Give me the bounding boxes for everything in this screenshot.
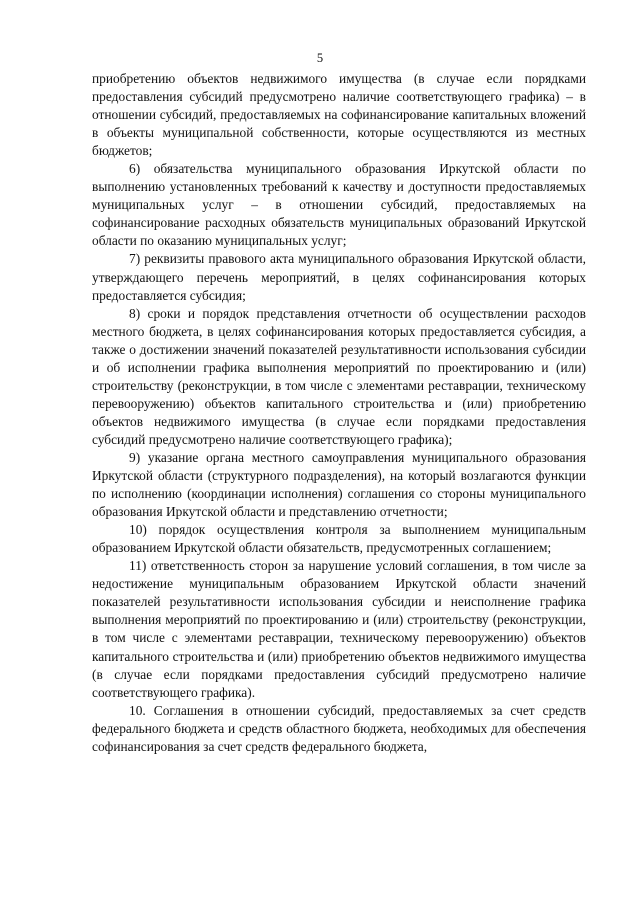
paragraph-continuation: приобретению объектов недвижимого имущества (в случае если порядками предоставления субсидий предусмотрено наличие соответствующего графика) – в отношении субсидий, предоставляемых на софинансирование капитальных вложений в объекты муниципальной собственности, которые осуществляются из местных бюджетов; — [92, 71, 586, 159]
paragraph-item-7: 7) реквизиты правового акта муниципального образования Иркутской области, утверждающего перечень мероприятий, в целях софинансирования которых предоставляется субсидия; — [92, 251, 586, 303]
paragraph-item-8: 8) сроки и порядок представления отчетности об осуществлении расходов местного бюджета, в целях софинансирования которых предоставляется субсидия, а также о достижении значений показателей результативности использования субсидии и об исполнении графика выполнения мероприятий по проектированию и (или) строительству (реконструкции, в том числе с элементами реставрации, техническому перевооружению) объектов капитального строительства и (или) приобретению объектов недвижимого имущества (в случае если порядками предоставления субсидий предусмотрено наличие соответствующего графика); — [92, 305, 586, 447]
paragraph-section-10: 10. Соглашения в отношении субсидий, предоставляемых за счет средств федерального бюджета и средств областного бюджета, необходимых для обеспечения софинансирования за счет средств федерального бюджета, — [92, 702, 586, 754]
page-number: 5 — [316, 51, 324, 65]
paragraph-item-10: 10) порядок осуществления контроля за выполнением муниципальным образованием Иркутской области обязательств, предусмотренных соглашением; — [92, 522, 586, 556]
document-body — [92, 70, 586, 756]
paragraph-item-6: 6) обязательства муниципального образования Иркутской области по выполнению установленных требований к качеству и доступности предоставляемых муниципальных услуг – в отношении субсидий, предоставляемых на софинансирование расходных обязательств муниципальных образований Иркутской области по оказанию муниципальных услуг; — [92, 161, 586, 249]
paragraph-item-9: 9) указание органа местного самоуправления муниципального образования Иркутской области (структурного подразделения), на который возлагаются функции по исполнению (координации исполнения) соглашения со стороны муниципального образования Иркутской области и представлению отчетности; — [92, 449, 586, 520]
paragraph-item-11: 11) ответственность сторон за нарушение условий соглашения, в том числе за недостижение муниципальным образованием Иркутской области значений показателей результативности использования субсидии и неисполнение графика выполнения мероприятий по проектированию и (или) строительству (реконструкции, в том числе с элементами реставрации, техническому перевооружению) объектов капитального строительства и (или) приобретению объектов недвижимого имущества (в случае если порядками предоставления субсидий предусмотрено наличие соответствующего графика). — [92, 558, 586, 700]
